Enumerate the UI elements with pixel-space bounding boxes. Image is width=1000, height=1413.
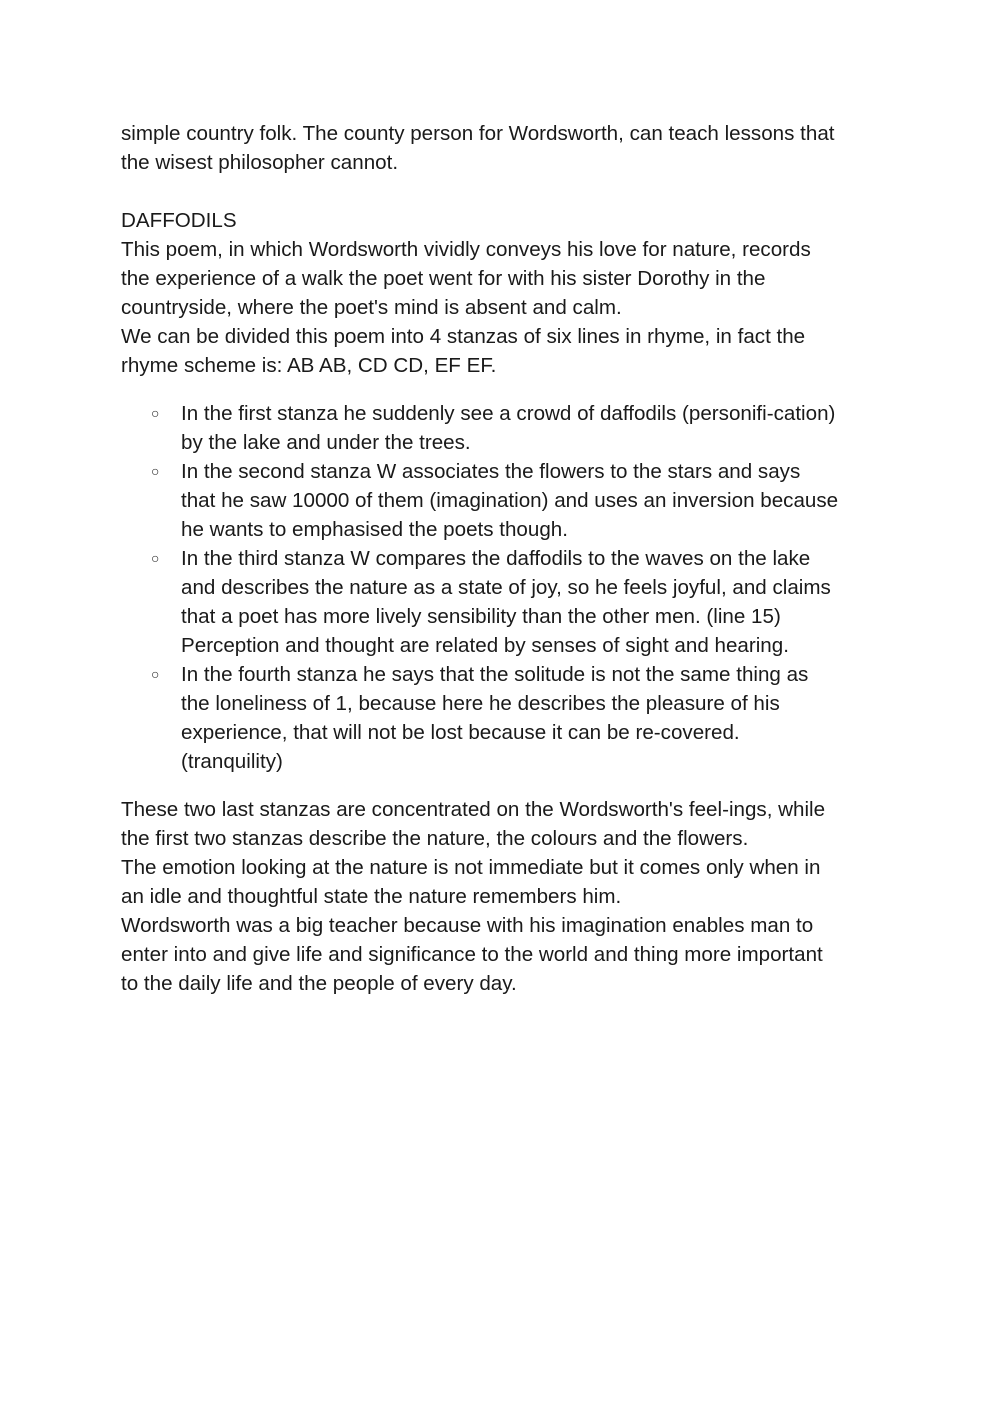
circle-bullet-icon: ○ (151, 463, 160, 479)
text-line: by the lake and under the trees. (181, 431, 471, 454)
text-line: he wants to emphasised the poets though. (181, 518, 568, 541)
text-line: the experience of a walk the poet went for with his sister Dorothy in the (121, 267, 766, 290)
text-line: In the fourth stanza he says that the solitude is not the same thing as (181, 663, 809, 686)
text-line: the loneliness of 1, because here he describes the pleasure of his (181, 692, 780, 715)
circle-bullet-icon: ○ (151, 550, 160, 566)
list-item (151, 660, 891, 776)
stanza-list (121, 399, 891, 776)
text-line: We can be divided this poem into 4 stanzas of six lines in rhyme, in fact the (121, 325, 806, 348)
text-line: the first two stanzas describe the nature, the colours and the flowers. (121, 827, 749, 850)
section-heading: DAFFODILS (121, 209, 237, 232)
text-line: In the second stanza W associates the flowers to the stars and says (181, 460, 801, 483)
section-intro-paragraph (121, 235, 891, 380)
text-line: countryside, where the poet's mind is absent and calm. (121, 296, 622, 319)
text-line: Wordsworth was a big teacher because with his imagination enables man to (121, 914, 814, 937)
text-line: an idle and thoughtful state the nature remembers him. (121, 885, 622, 908)
paragraph-gap (121, 177, 891, 206)
text-line: experience, that will not be lost because it can be re-covered. (181, 721, 740, 744)
list-item (151, 399, 891, 457)
document-page (121, 119, 891, 998)
list-item (151, 457, 891, 544)
text-line: In the third stanza W compares the daffodils to the waves on the lake (181, 547, 811, 570)
text-line: enter into and give life and significance to the world and thing more important (121, 943, 823, 966)
text-line: and describes the nature as a state of joy, so he feels joyful, and claims (181, 576, 831, 599)
text-line: rhyme scheme is: AB AB, CD CD, EF EF. (121, 354, 497, 377)
text-line: to the daily life and the people of every day. (121, 972, 517, 995)
text-line: In the first stanza he suddenly see a crowd of daffodils (personifi-cation) (181, 402, 836, 425)
text-line: These two last stanzas are concentrated on the Wordsworth's feel-ings, while (121, 798, 826, 821)
list-item (151, 544, 891, 660)
circle-bullet-icon: ○ (151, 666, 160, 682)
text-line: that he saw 10000 of them (imagination) and uses an inversion because (181, 489, 839, 512)
text-line: simple country folk. The county person for Wordsworth, can teach lessons that (121, 122, 835, 145)
text-line: (tranquility) (181, 750, 283, 773)
text-line: the wisest philosopher cannot. (121, 151, 399, 174)
text-line: This poem, in which Wordsworth vividly conveys his love for nature, records (121, 238, 811, 261)
text-line: The emotion looking at the nature is not immediate but it comes only when in (121, 856, 821, 879)
text-line: that a poet has more lively sensibility than the other men. (line 15) (181, 605, 781, 628)
circle-bullet-icon: ○ (151, 405, 160, 421)
intro-paragraph (121, 119, 891, 177)
text-line: Perception and thought are related by senses of sight and hearing. (181, 634, 789, 657)
closing-paragraph (121, 795, 891, 998)
